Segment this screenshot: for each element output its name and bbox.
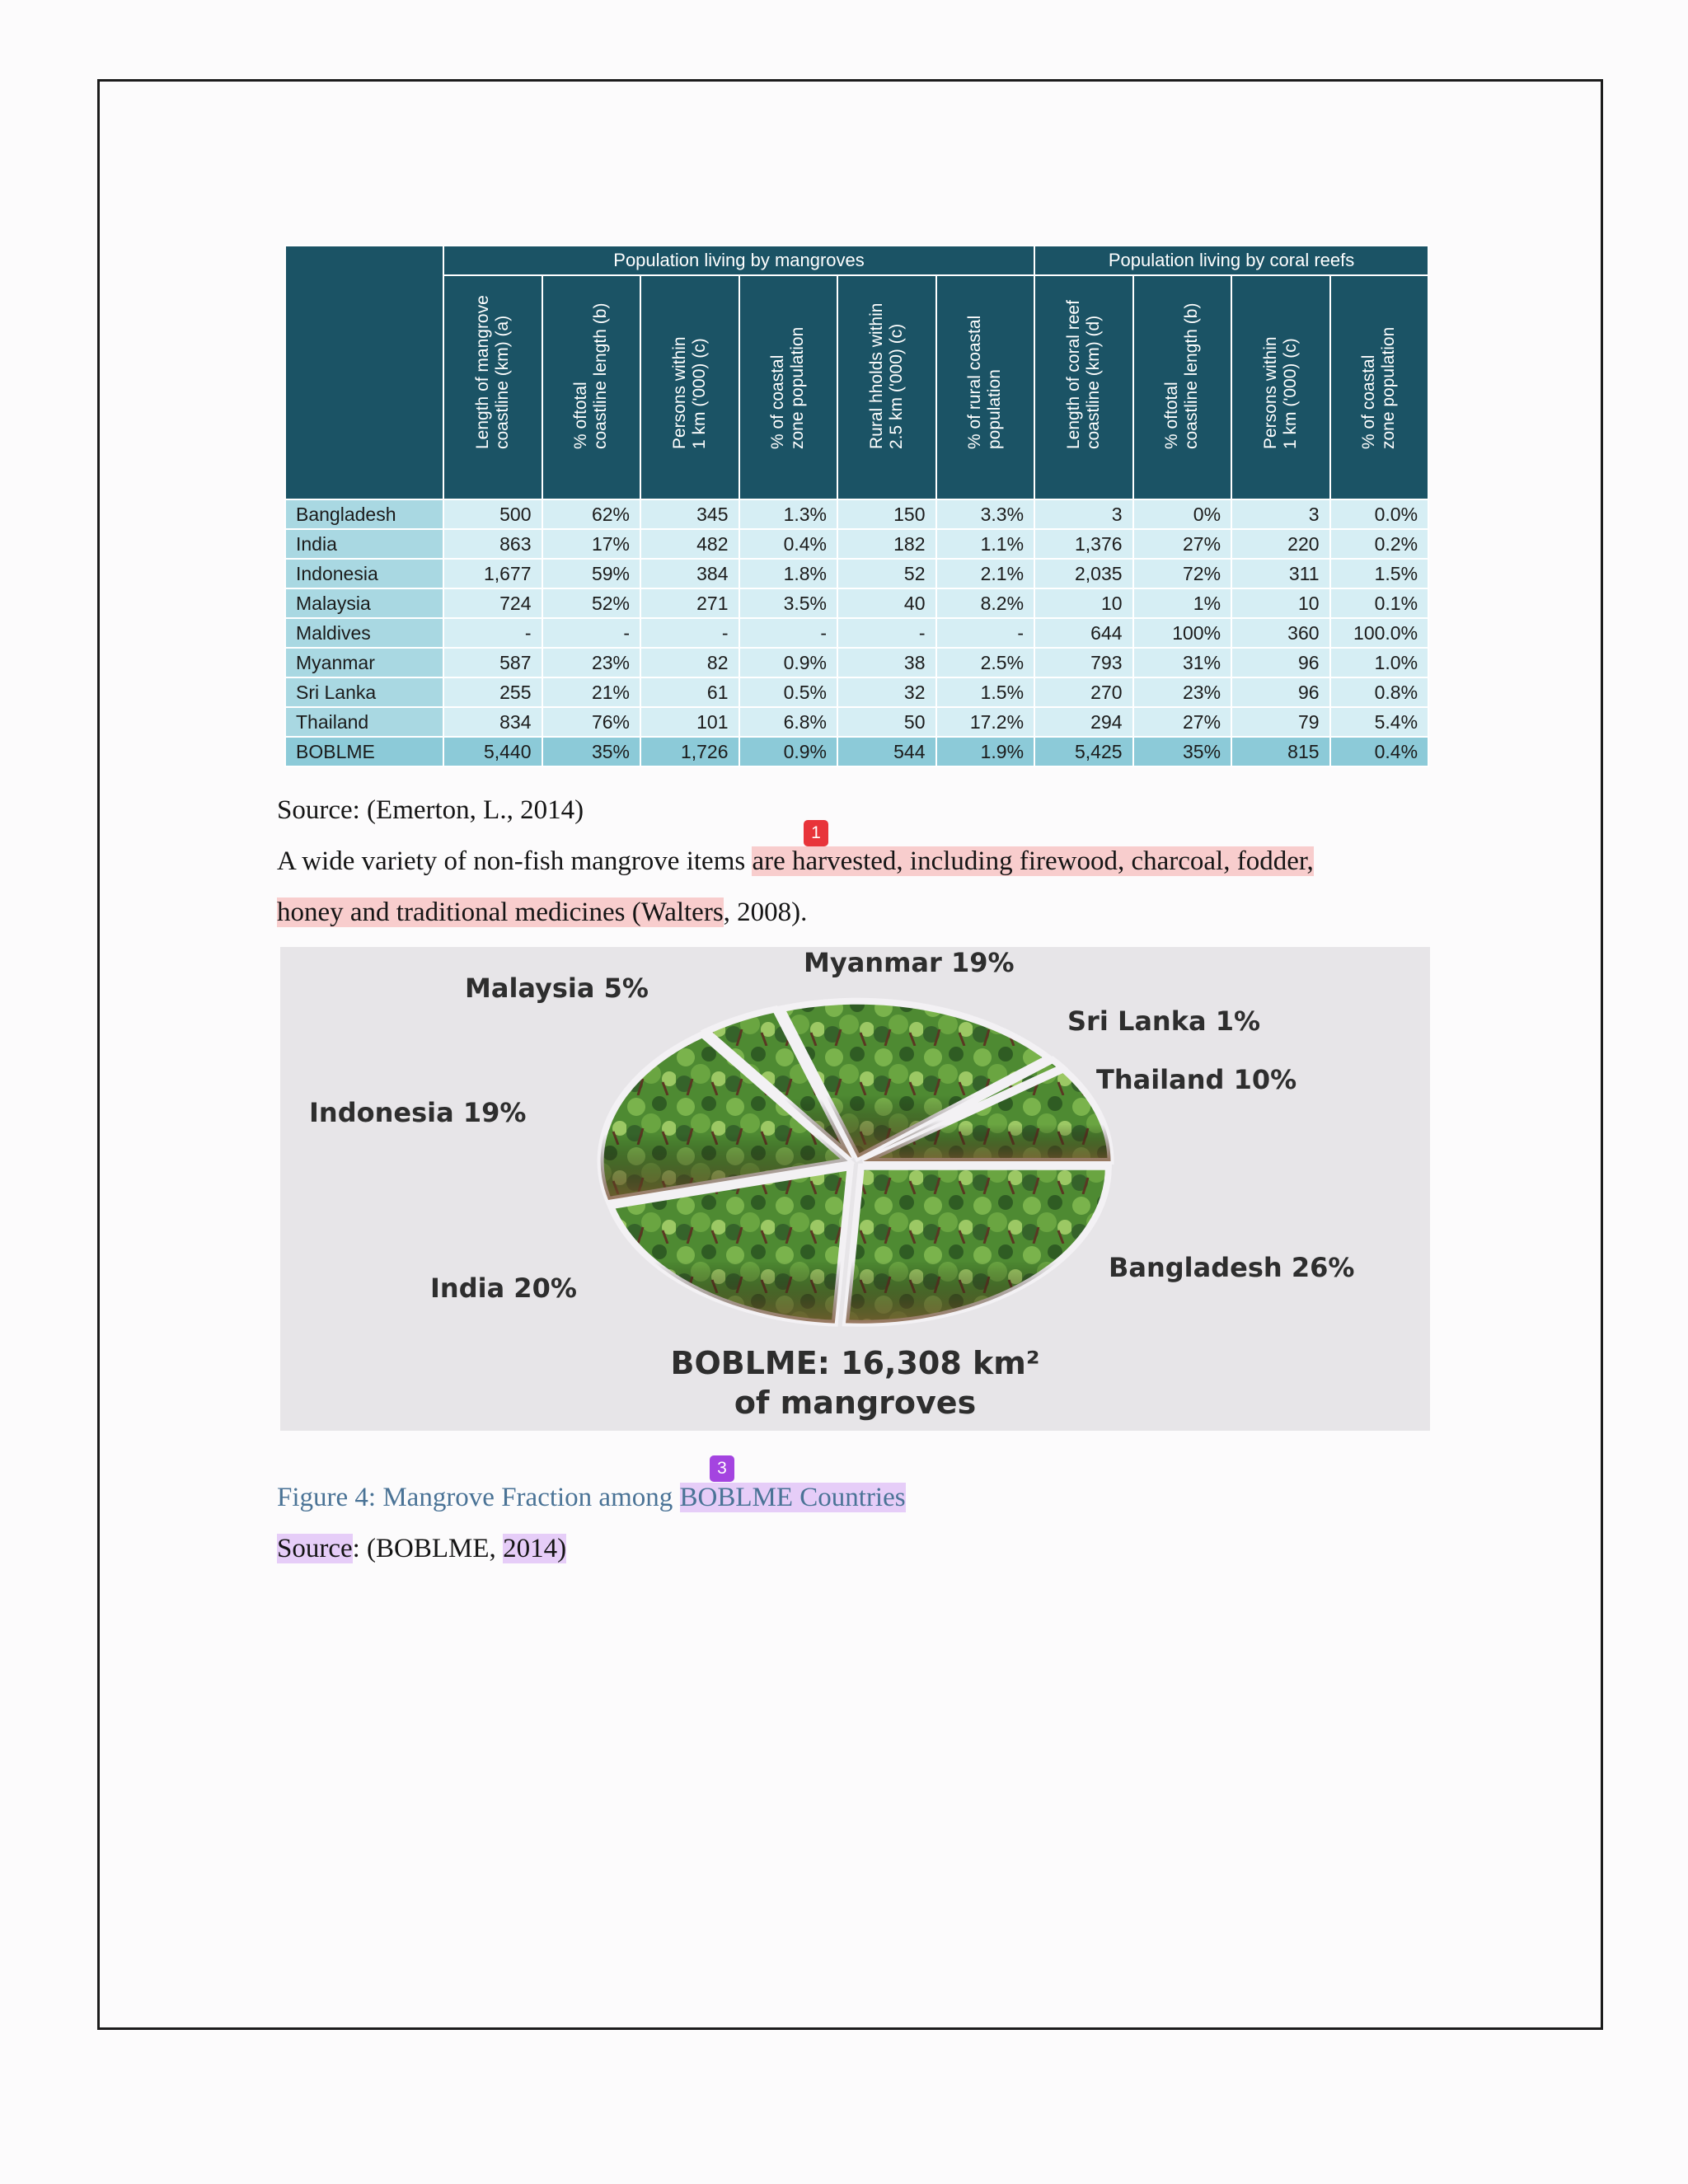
source-highlight-2[interactable]: 2014) (503, 1534, 567, 1563)
paragraph-line-2 (277, 898, 807, 928)
column-header (1133, 275, 1232, 499)
table-cell: 61 (640, 677, 739, 707)
table-cell: 27% (1133, 529, 1232, 559)
highlight-red-line2[interactable]: honey and traditional medicines (Walters (277, 898, 724, 927)
column-header (1231, 275, 1330, 499)
source-plain: : (BOBLME, (352, 1534, 504, 1563)
column-header-label: % of rural coastal population (965, 315, 1005, 449)
table-cell: 793 (1034, 648, 1133, 677)
table-cell: 0.4% (1330, 737, 1429, 766)
table-cell: 5.4% (1330, 707, 1429, 737)
table-cell: 23% (1133, 677, 1232, 707)
table-cell: 1.5% (936, 677, 1035, 707)
country-cell: Bangladesh (285, 499, 443, 529)
table-cell: 0.9% (739, 648, 838, 677)
column-header-label: % oftotal coastline length (b) (571, 302, 611, 449)
population-table-wrapper (284, 245, 1428, 767)
table-cell: 2.1% (936, 559, 1035, 588)
table-cell: 5,440 (443, 737, 542, 766)
table-cell: 76% (542, 707, 641, 737)
annotation-badge-1[interactable]: 1 (804, 820, 828, 846)
table-cell: 1.8% (739, 559, 838, 588)
column-header (936, 275, 1035, 499)
table-cell: 644 (1034, 618, 1133, 648)
table-cell: 587 (443, 648, 542, 677)
pie-title-line1: BOBLME: 16,308 km² (670, 1345, 1040, 1381)
table-cell: 0.5% (739, 677, 838, 707)
table-cell: 0.9% (739, 737, 838, 766)
table-cell: 182 (837, 529, 936, 559)
table-cell: 1% (1133, 588, 1232, 618)
column-header (1034, 275, 1133, 499)
table-cell: 3 (1034, 499, 1133, 529)
table-cell: 815 (1231, 737, 1330, 766)
table-cell: 23% (542, 648, 641, 677)
table-cell: 500 (443, 499, 542, 529)
table-cell: 38 (837, 648, 936, 677)
column-header-label: % of coastal zone population (1359, 326, 1399, 449)
table-cell: 0% (1133, 499, 1232, 529)
table-cell: 724 (443, 588, 542, 618)
table-cell: 3.5% (739, 588, 838, 618)
table-source: Source: (Emerton, L., 2014) (277, 795, 584, 825)
pie-label-indonesia: Indonesia 19% (309, 1097, 527, 1128)
table-cell: 0.4% (739, 529, 838, 559)
column-header (443, 275, 542, 499)
table-cell: 96 (1231, 677, 1330, 707)
table-cell: 62% (542, 499, 641, 529)
paragraph-line-1 (277, 846, 1428, 877)
column-header (1330, 275, 1429, 499)
pie-title-line2: of mangroves (734, 1385, 977, 1421)
pie-label-bangladesh: Bangladesh 26% (1109, 1252, 1355, 1283)
table-cell: 1,726 (640, 737, 739, 766)
table-cell: 270 (1034, 677, 1133, 707)
column-header (542, 275, 641, 499)
figure-source (277, 1534, 566, 1564)
column-header-label: Rural hholds within 2.5 km ('000) (c) (866, 302, 906, 449)
country-cell: Maldives (285, 618, 443, 648)
column-header-label: % of coastal zone population (768, 326, 808, 449)
table-cell: 31% (1133, 648, 1232, 677)
table-cell: 2.5% (936, 648, 1035, 677)
table-cell: 82 (640, 648, 739, 677)
country-cell: Indonesia (285, 559, 443, 588)
table-cell: 1.0% (1330, 648, 1429, 677)
paragraph-plain-end: , 2008). (723, 898, 808, 927)
table-cell: 35% (542, 737, 641, 766)
table-cell: 834 (443, 707, 542, 737)
figure-caption (277, 1483, 906, 1513)
table-cell: 96 (1231, 648, 1330, 677)
table-cell: 360 (1231, 618, 1330, 648)
table-row (285, 648, 1428, 677)
country-cell: Malaysia (285, 588, 443, 618)
table-row (285, 559, 1428, 588)
table-cell: 544 (837, 737, 936, 766)
table-cell: - (542, 618, 641, 648)
country-cell: India (285, 529, 443, 559)
table-cell: 1.9% (936, 737, 1035, 766)
column-header-label: Persons within 1 km ('000) (c) (1260, 336, 1300, 449)
table-cell: 1.1% (936, 529, 1035, 559)
table-cell: 1,677 (443, 559, 542, 588)
annotation-badge-3[interactable]: 3 (710, 1455, 734, 1482)
table-cell: 100.0% (1330, 618, 1429, 648)
mangrove-pie-figure (280, 947, 1430, 1431)
table-cell: 0.1% (1330, 588, 1429, 618)
table-cell: 17.2% (936, 707, 1035, 737)
country-cell: Myanmar (285, 648, 443, 677)
table-cell: 0.2% (1330, 529, 1429, 559)
table-cell: 220 (1231, 529, 1330, 559)
column-header-label: Length of coral reef coastline (km) (d) (1063, 300, 1103, 449)
highlight-red-line1[interactable]: are harvested, including firewood, charcoal, fodder, (752, 846, 1314, 876)
table-cell: - (739, 618, 838, 648)
table-cell: 100% (1133, 618, 1232, 648)
pie-label-india: India 20% (430, 1272, 577, 1304)
table-cell: 40 (837, 588, 936, 618)
table-cell: 345 (640, 499, 739, 529)
country-cell: Sri Lanka (285, 677, 443, 707)
table-cell: 863 (443, 529, 542, 559)
country-cell: BOBLME (285, 737, 443, 766)
source-highlight-1[interactable]: Source (277, 1534, 353, 1563)
column-header (640, 275, 739, 499)
pie-slice-water-shade (846, 1167, 1109, 1324)
column-header-label: % oftotal coastline length (b) (1162, 302, 1202, 449)
caption-plain: Figure 4: Mangrove Fraction among (277, 1483, 680, 1512)
pie-label-malaysia: Malaysia 5% (465, 972, 649, 1004)
population-table (284, 245, 1429, 767)
table-cell: 32 (837, 677, 936, 707)
table-row (285, 529, 1428, 559)
table-cell: 2,035 (1034, 559, 1133, 588)
table-cell: 17% (542, 529, 641, 559)
table-cell: - (837, 618, 936, 648)
table-row (285, 499, 1428, 529)
table-cell: 50 (837, 707, 936, 737)
table-cell: 294 (1034, 707, 1133, 737)
paragraph-plain-start: A wide variety of non-fish mangrove items (277, 846, 753, 876)
table-corner-cell (285, 246, 443, 499)
column-header (739, 275, 838, 499)
table-cell: 384 (640, 559, 739, 588)
table-cell: - (443, 618, 542, 648)
table-cell: 59% (542, 559, 641, 588)
table-cell: 1.3% (739, 499, 838, 529)
table-cell: 0.8% (1330, 677, 1429, 707)
table-cell: 79 (1231, 707, 1330, 737)
group-header-coral-reefs: Population living by coral reefs (1034, 246, 1428, 275)
table-cell: 3 (1231, 499, 1330, 529)
table-row (285, 677, 1428, 707)
table-cell: 72% (1133, 559, 1232, 588)
table-cell: 482 (640, 529, 739, 559)
table-cell: - (936, 618, 1035, 648)
table-cell: 3.3% (936, 499, 1035, 529)
table-cell: 27% (1133, 707, 1232, 737)
table-row (285, 707, 1428, 737)
table-cell: - (640, 618, 739, 648)
table-cell: 35% (1133, 737, 1232, 766)
table-cell: 0.0% (1330, 499, 1429, 529)
table-cell: 8.2% (936, 588, 1035, 618)
country-cell: Thailand (285, 707, 443, 737)
pie-label-myanmar: Myanmar 19% (804, 947, 1015, 978)
table-cell: 271 (640, 588, 739, 618)
table-total-row (285, 737, 1428, 766)
table-cell: 1,376 (1034, 529, 1133, 559)
table-cell: 101 (640, 707, 739, 737)
table-cell: 5,425 (1034, 737, 1133, 766)
group-header-mangroves: Population living by mangroves (443, 246, 1034, 275)
table-row (285, 618, 1428, 648)
table-cell: 52 (837, 559, 936, 588)
table-cell: 52% (542, 588, 641, 618)
column-header-label: Persons within 1 km ('000) (c) (669, 336, 709, 449)
table-cell: 10 (1034, 588, 1133, 618)
table-cell: 311 (1231, 559, 1330, 588)
column-header-label: Length of mangrove coastline (km) (a) (472, 295, 512, 449)
column-header (837, 275, 936, 499)
table-cell: 21% (542, 677, 641, 707)
table-cell: 1.5% (1330, 559, 1429, 588)
table-cell: 10 (1231, 588, 1330, 618)
caption-highlight[interactable]: BOBLME Countries (679, 1483, 906, 1512)
table-row (285, 588, 1428, 618)
table-cell: 6.8% (739, 707, 838, 737)
table-cell: 150 (837, 499, 936, 529)
table-cell: 255 (443, 677, 542, 707)
pie-label-thailand: Thailand 10% (1096, 1064, 1297, 1095)
pie-label-sri-lanka: Sri Lanka 1% (1067, 1005, 1261, 1037)
